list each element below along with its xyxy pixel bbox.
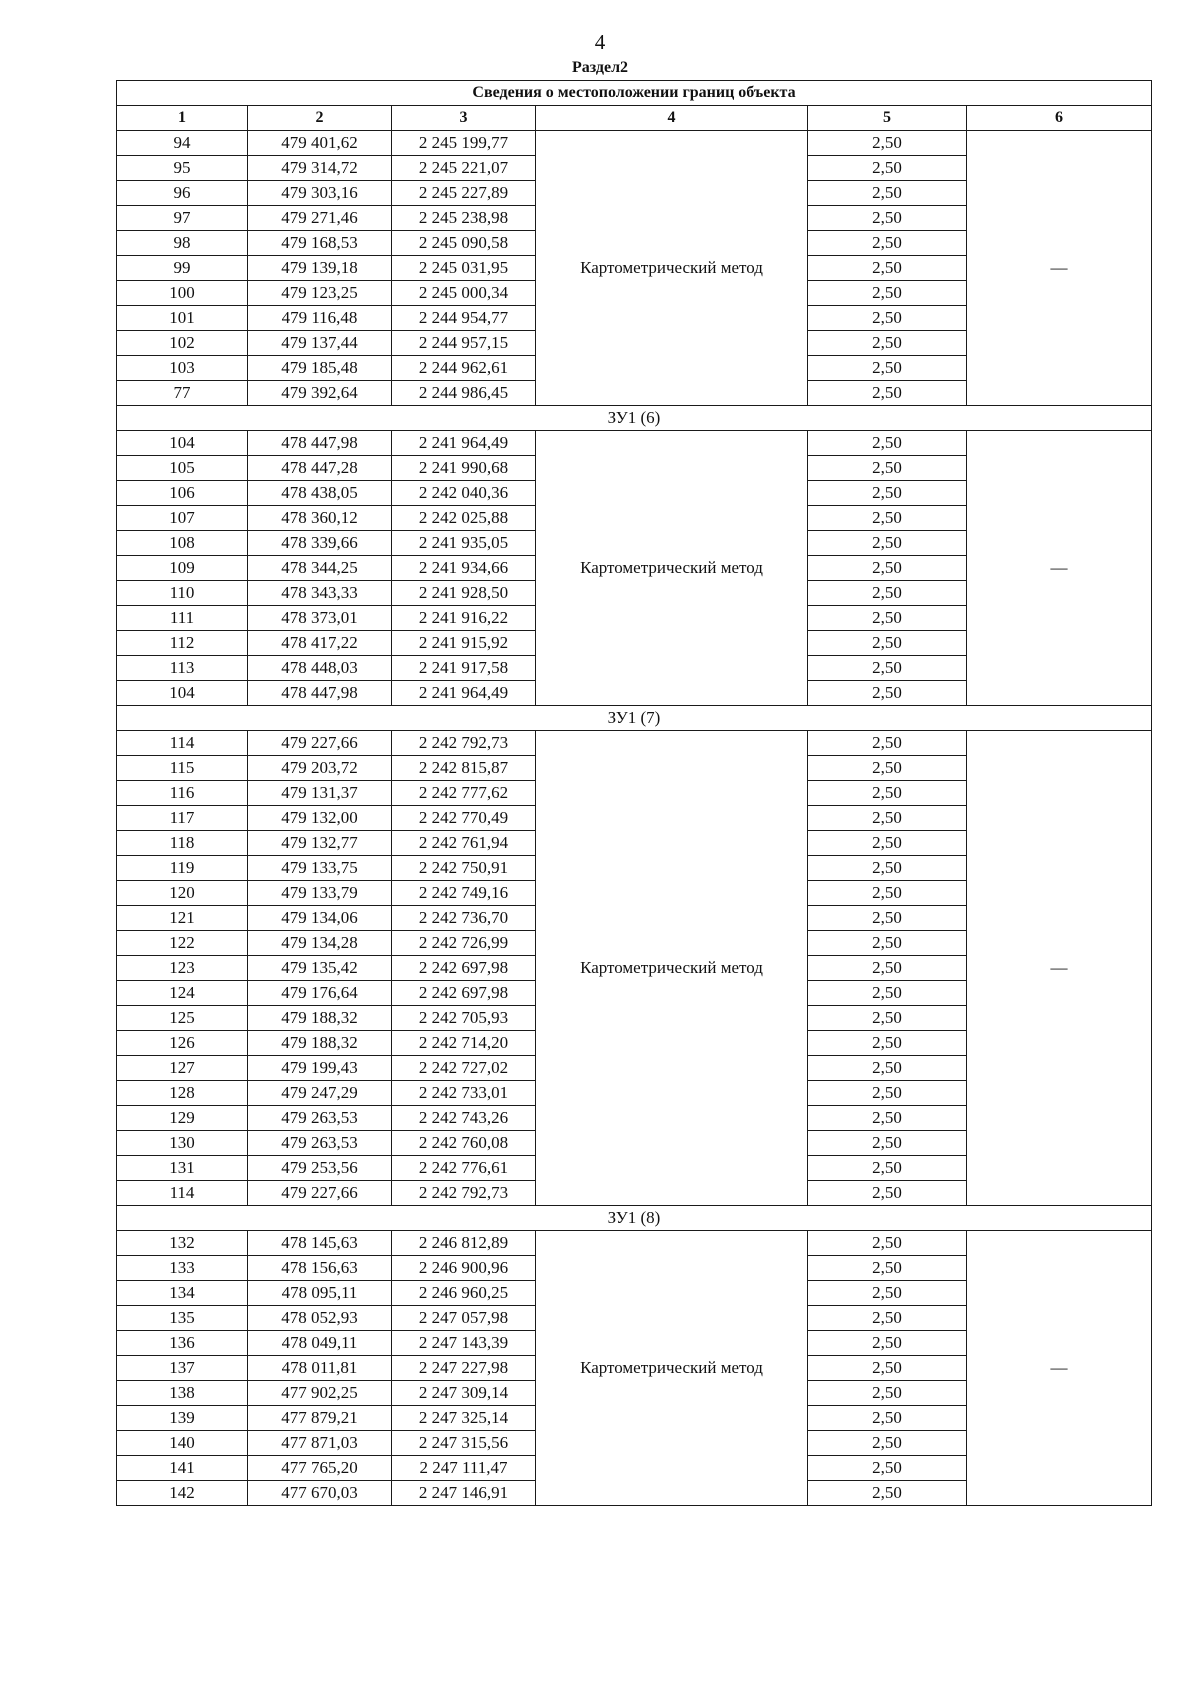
coordinate-y-cell: 2 241 917,58 [392, 656, 536, 681]
coordinate-x-cell: 478 052,93 [248, 1306, 392, 1331]
accuracy-cell: 2,50 [808, 506, 967, 531]
coordinate-x-cell: 479 168,53 [248, 231, 392, 256]
coordinate-y-cell: 2 242 750,91 [392, 856, 536, 881]
coordinate-x-cell: 479 185,48 [248, 356, 392, 381]
point-number-cell: 123 [117, 956, 248, 981]
point-number-cell: 104 [117, 681, 248, 706]
accuracy-cell: 2,50 [808, 856, 967, 881]
accuracy-cell: 2,50 [808, 731, 967, 756]
coordinate-y-cell: 2 247 111,47 [392, 1456, 536, 1481]
point-number-cell: 113 [117, 656, 248, 681]
description-cell: — [967, 731, 1152, 1206]
coordinate-x-cell: 479 133,79 [248, 881, 392, 906]
accuracy-cell: 2,50 [808, 156, 967, 181]
accuracy-cell: 2,50 [808, 206, 967, 231]
point-number-cell: 133 [117, 1256, 248, 1281]
accuracy-cell: 2,50 [808, 556, 967, 581]
point-number-cell: 128 [117, 1081, 248, 1106]
accuracy-cell: 2,50 [808, 281, 967, 306]
accuracy-cell: 2,50 [808, 1381, 967, 1406]
coordinate-x-cell: 479 263,53 [248, 1131, 392, 1156]
description-cell: — [967, 431, 1152, 706]
point-number-cell: 105 [117, 456, 248, 481]
method-cell: Картометрический метод [536, 131, 808, 406]
point-number-cell: 114 [117, 731, 248, 756]
accuracy-cell: 2,50 [808, 681, 967, 706]
point-number-cell: 140 [117, 1431, 248, 1456]
coordinate-y-cell: 2 242 749,16 [392, 881, 536, 906]
accuracy-cell: 2,50 [808, 231, 967, 256]
coordinate-y-cell: 2 247 146,91 [392, 1481, 536, 1506]
accuracy-cell: 2,50 [808, 1281, 967, 1306]
accuracy-cell: 2,50 [808, 1356, 967, 1381]
accuracy-cell: 2,50 [808, 1306, 967, 1331]
accuracy-cell: 2,50 [808, 1106, 967, 1131]
accuracy-cell: 2,50 [808, 631, 967, 656]
coordinate-y-cell: 2 246 960,25 [392, 1281, 536, 1306]
coordinate-y-cell: 2 242 025,88 [392, 506, 536, 531]
coordinate-y-cell: 2 242 705,93 [392, 1006, 536, 1031]
coordinate-y-cell: 2 245 090,58 [392, 231, 536, 256]
coordinate-y-cell: 2 242 040,36 [392, 481, 536, 506]
accuracy-cell: 2,50 [808, 1131, 967, 1156]
coordinate-x-cell: 479 188,32 [248, 1031, 392, 1056]
accuracy-cell: 2,50 [808, 1406, 967, 1431]
coordinate-y-cell: 2 242 733,01 [392, 1081, 536, 1106]
coordinate-x-cell: 479 314,72 [248, 156, 392, 181]
method-cell: Картометрический метод [536, 1231, 808, 1506]
point-number-cell: 95 [117, 156, 248, 181]
accuracy-cell: 2,50 [808, 1231, 967, 1256]
coordinate-x-cell: 478 360,12 [248, 506, 392, 531]
group-label-row [117, 1206, 1152, 1231]
coordinate-y-cell: 2 245 199,77 [392, 131, 536, 156]
coordinate-x-cell: 479 139,18 [248, 256, 392, 281]
accuracy-cell: 2,50 [808, 781, 967, 806]
coordinate-y-cell: 2 241 915,92 [392, 631, 536, 656]
point-number-cell: 99 [117, 256, 248, 281]
column-header: 6 [967, 106, 1152, 131]
coordinate-x-cell: 479 271,46 [248, 206, 392, 231]
point-number-cell: 104 [117, 431, 248, 456]
table-row [117, 131, 1152, 156]
coordinate-y-cell: 2 245 000,34 [392, 281, 536, 306]
point-number-cell: 130 [117, 1131, 248, 1156]
coordinate-y-cell: 2 242 743,26 [392, 1106, 536, 1131]
coordinate-x-cell: 477 902,25 [248, 1381, 392, 1406]
coordinate-x-cell: 478 095,11 [248, 1281, 392, 1306]
point-number-cell: 115 [117, 756, 248, 781]
point-number-cell: 126 [117, 1031, 248, 1056]
accuracy-cell: 2,50 [808, 531, 967, 556]
point-number-cell: 118 [117, 831, 248, 856]
point-number-cell: 103 [117, 356, 248, 381]
accuracy-cell: 2,50 [808, 356, 967, 381]
point-number-cell: 121 [117, 906, 248, 931]
coordinate-x-cell: 479 253,56 [248, 1156, 392, 1181]
accuracy-cell: 2,50 [808, 256, 967, 281]
coordinate-y-cell: 2 242 697,98 [392, 981, 536, 1006]
coordinate-y-cell: 2 245 238,98 [392, 206, 536, 231]
coordinate-y-cell: 2 241 934,66 [392, 556, 536, 581]
coordinate-x-cell: 478 447,98 [248, 431, 392, 456]
coordinate-y-cell: 2 242 761,94 [392, 831, 536, 856]
coordinate-y-cell: 2 241 935,05 [392, 531, 536, 556]
coordinate-y-cell: 2 247 309,14 [392, 1381, 536, 1406]
page-number: 4 [594, 30, 606, 54]
coordinate-y-cell: 2 242 760,08 [392, 1131, 536, 1156]
description-cell: — [967, 1231, 1152, 1506]
coordinate-x-cell: 478 011,81 [248, 1356, 392, 1381]
coordinate-x-cell: 479 203,72 [248, 756, 392, 781]
point-number-cell: 96 [117, 181, 248, 206]
coordinate-x-cell: 477 765,20 [248, 1456, 392, 1481]
coordinate-y-cell: 2 241 964,49 [392, 681, 536, 706]
coordinate-y-cell: 2 241 964,49 [392, 431, 536, 456]
table-row [117, 431, 1152, 456]
point-number-cell: 125 [117, 1006, 248, 1031]
point-number-cell: 77 [117, 381, 248, 406]
coordinate-y-cell: 2 242 776,61 [392, 1156, 536, 1181]
column-header: 2 [248, 106, 392, 131]
point-number-cell: 122 [117, 931, 248, 956]
point-number-cell: 132 [117, 1231, 248, 1256]
coordinate-y-cell: 2 245 221,07 [392, 156, 536, 181]
table-body [117, 131, 1152, 1506]
point-number-cell: 134 [117, 1281, 248, 1306]
point-number-cell: 102 [117, 331, 248, 356]
coordinate-y-cell: 2 245 031,95 [392, 256, 536, 281]
accuracy-cell: 2,50 [808, 1081, 967, 1106]
coordinate-x-cell: 478 447,98 [248, 681, 392, 706]
coordinate-y-cell: 2 242 792,73 [392, 731, 536, 756]
point-number-cell: 120 [117, 881, 248, 906]
accuracy-cell: 2,50 [808, 381, 967, 406]
accuracy-cell: 2,50 [808, 131, 967, 156]
coordinate-x-cell: 479 116,48 [248, 306, 392, 331]
point-number-cell: 97 [117, 206, 248, 231]
point-number-cell: 101 [117, 306, 248, 331]
point-number-cell: 127 [117, 1056, 248, 1081]
accuracy-cell: 2,50 [808, 1006, 967, 1031]
accuracy-cell: 2,50 [808, 1481, 967, 1506]
table-caption-row [117, 81, 1152, 106]
coordinate-y-cell: 2 245 227,89 [392, 181, 536, 206]
accuracy-cell: 2,50 [808, 306, 967, 331]
accuracy-cell: 2,50 [808, 1331, 967, 1356]
coordinate-y-cell: 2 244 957,15 [392, 331, 536, 356]
coordinate-x-cell: 479 135,42 [248, 956, 392, 981]
coordinate-x-cell: 479 303,16 [248, 181, 392, 206]
accuracy-cell: 2,50 [808, 1456, 967, 1481]
point-number-cell: 110 [117, 581, 248, 606]
group-label: ЗУ1 (6) [117, 406, 1152, 431]
coordinate-y-cell: 2 247 325,14 [392, 1406, 536, 1431]
table-caption: Сведения о местоположении границ объекта [117, 81, 1152, 106]
point-number-cell: 108 [117, 531, 248, 556]
accuracy-cell: 2,50 [808, 456, 967, 481]
section-title: Раздел2 [571, 59, 629, 76]
point-number-cell: 112 [117, 631, 248, 656]
point-number-cell: 94 [117, 131, 248, 156]
coordinate-y-cell: 2 247 315,56 [392, 1431, 536, 1456]
point-number-cell: 138 [117, 1381, 248, 1406]
table-row [117, 1231, 1152, 1256]
point-number-cell: 119 [117, 856, 248, 881]
coordinate-y-cell: 2 242 770,49 [392, 806, 536, 831]
coordinate-x-cell: 478 156,63 [248, 1256, 392, 1281]
coordinate-x-cell: 479 227,66 [248, 731, 392, 756]
coordinate-y-cell: 2 241 928,50 [392, 581, 536, 606]
column-header-row [117, 106, 1152, 131]
coordinate-x-cell: 479 132,00 [248, 806, 392, 831]
column-header: 1 [117, 106, 248, 131]
coordinate-x-cell: 479 134,06 [248, 906, 392, 931]
coordinate-x-cell: 479 132,77 [248, 831, 392, 856]
coordinate-y-cell: 2 244 962,61 [392, 356, 536, 381]
table-row [117, 731, 1152, 756]
coordinate-x-cell: 479 247,29 [248, 1081, 392, 1106]
group-label: ЗУ1 (8) [117, 1206, 1152, 1231]
coordinate-x-cell: 479 199,43 [248, 1056, 392, 1081]
point-number-cell: 100 [117, 281, 248, 306]
coordinate-x-cell: 479 401,62 [248, 131, 392, 156]
coordinate-x-cell: 477 871,03 [248, 1431, 392, 1456]
coordinate-x-cell: 479 263,53 [248, 1106, 392, 1131]
coordinate-x-cell: 478 343,33 [248, 581, 392, 606]
coordinate-x-cell: 479 134,28 [248, 931, 392, 956]
coordinate-x-cell: 479 137,44 [248, 331, 392, 356]
coordinate-y-cell: 2 242 727,02 [392, 1056, 536, 1081]
coordinate-x-cell: 478 339,66 [248, 531, 392, 556]
point-number-cell: 142 [117, 1481, 248, 1506]
coordinate-x-cell: 479 131,37 [248, 781, 392, 806]
accuracy-cell: 2,50 [808, 906, 967, 931]
accuracy-cell: 2,50 [808, 331, 967, 356]
coordinate-x-cell: 478 145,63 [248, 1231, 392, 1256]
point-number-cell: 139 [117, 1406, 248, 1431]
accuracy-cell: 2,50 [808, 181, 967, 206]
group-label-row [117, 406, 1152, 431]
point-number-cell: 135 [117, 1306, 248, 1331]
point-number-cell: 137 [117, 1356, 248, 1381]
method-cell: Картометрический метод [536, 431, 808, 706]
coordinate-x-cell: 477 879,21 [248, 1406, 392, 1431]
point-number-cell: 111 [117, 606, 248, 631]
point-number-cell: 117 [117, 806, 248, 831]
coordinate-y-cell: 2 242 792,73 [392, 1181, 536, 1206]
accuracy-cell: 2,50 [808, 581, 967, 606]
accuracy-cell: 2,50 [808, 606, 967, 631]
accuracy-cell: 2,50 [808, 981, 967, 1006]
point-number-cell: 106 [117, 481, 248, 506]
point-number-cell: 136 [117, 1331, 248, 1356]
accuracy-cell: 2,50 [808, 656, 967, 681]
method-cell: Картометрический метод [536, 731, 808, 1206]
coordinate-y-cell: 2 247 143,39 [392, 1331, 536, 1356]
coordinate-x-cell: 479 123,25 [248, 281, 392, 306]
coordinate-y-cell: 2 244 954,77 [392, 306, 536, 331]
coordinate-x-cell: 478 447,28 [248, 456, 392, 481]
coordinate-y-cell: 2 241 916,22 [392, 606, 536, 631]
accuracy-cell: 2,50 [808, 956, 967, 981]
accuracy-cell: 2,50 [808, 756, 967, 781]
accuracy-cell: 2,50 [808, 881, 967, 906]
coordinate-y-cell: 2 242 697,98 [392, 956, 536, 981]
accuracy-cell: 2,50 [808, 1431, 967, 1456]
coordinate-x-cell: 479 176,64 [248, 981, 392, 1006]
coordinate-x-cell: 478 448,03 [248, 656, 392, 681]
column-header: 3 [392, 106, 536, 131]
column-header: 4 [536, 106, 808, 131]
column-header: 5 [808, 106, 967, 131]
coordinate-x-cell: 479 227,66 [248, 1181, 392, 1206]
point-number-cell: 131 [117, 1156, 248, 1181]
coordinate-y-cell: 2 242 714,20 [392, 1031, 536, 1056]
coordinate-y-cell: 2 242 736,70 [392, 906, 536, 931]
accuracy-cell: 2,50 [808, 806, 967, 831]
point-number-cell: 98 [117, 231, 248, 256]
accuracy-cell: 2,50 [808, 481, 967, 506]
coordinate-y-cell: 2 242 726,99 [392, 931, 536, 956]
accuracy-cell: 2,50 [808, 1031, 967, 1056]
coordinate-y-cell: 2 242 777,62 [392, 781, 536, 806]
coordinate-y-cell: 2 242 815,87 [392, 756, 536, 781]
point-number-cell: 114 [117, 1181, 248, 1206]
accuracy-cell: 2,50 [808, 831, 967, 856]
accuracy-cell: 2,50 [808, 431, 967, 456]
coordinate-x-cell: 479 133,75 [248, 856, 392, 881]
boundary-coordinates-table [116, 80, 1152, 1506]
coordinate-x-cell: 478 373,01 [248, 606, 392, 631]
coordinate-y-cell: 2 244 986,45 [392, 381, 536, 406]
coordinate-x-cell: 478 417,22 [248, 631, 392, 656]
group-label-row [117, 706, 1152, 731]
accuracy-cell: 2,50 [808, 1181, 967, 1206]
coordinate-x-cell: 477 670,03 [248, 1481, 392, 1506]
accuracy-cell: 2,50 [808, 1256, 967, 1281]
coordinate-y-cell: 2 246 812,89 [392, 1231, 536, 1256]
point-number-cell: 129 [117, 1106, 248, 1131]
description-cell: — [967, 131, 1152, 406]
point-number-cell: 141 [117, 1456, 248, 1481]
coordinate-x-cell: 478 344,25 [248, 556, 392, 581]
coordinate-y-cell: 2 246 900,96 [392, 1256, 536, 1281]
coordinate-x-cell: 478 049,11 [248, 1331, 392, 1356]
point-number-cell: 107 [117, 506, 248, 531]
point-number-cell: 109 [117, 556, 248, 581]
accuracy-cell: 2,50 [808, 1056, 967, 1081]
coordinate-y-cell: 2 241 990,68 [392, 456, 536, 481]
coordinate-y-cell: 2 247 227,98 [392, 1356, 536, 1381]
coordinate-x-cell: 479 392,64 [248, 381, 392, 406]
coordinate-y-cell: 2 247 057,98 [392, 1306, 536, 1331]
coordinate-x-cell: 478 438,05 [248, 481, 392, 506]
coordinate-x-cell: 479 188,32 [248, 1006, 392, 1031]
point-number-cell: 124 [117, 981, 248, 1006]
group-label: ЗУ1 (7) [117, 706, 1152, 731]
point-number-cell: 116 [117, 781, 248, 806]
accuracy-cell: 2,50 [808, 1156, 967, 1181]
accuracy-cell: 2,50 [808, 931, 967, 956]
